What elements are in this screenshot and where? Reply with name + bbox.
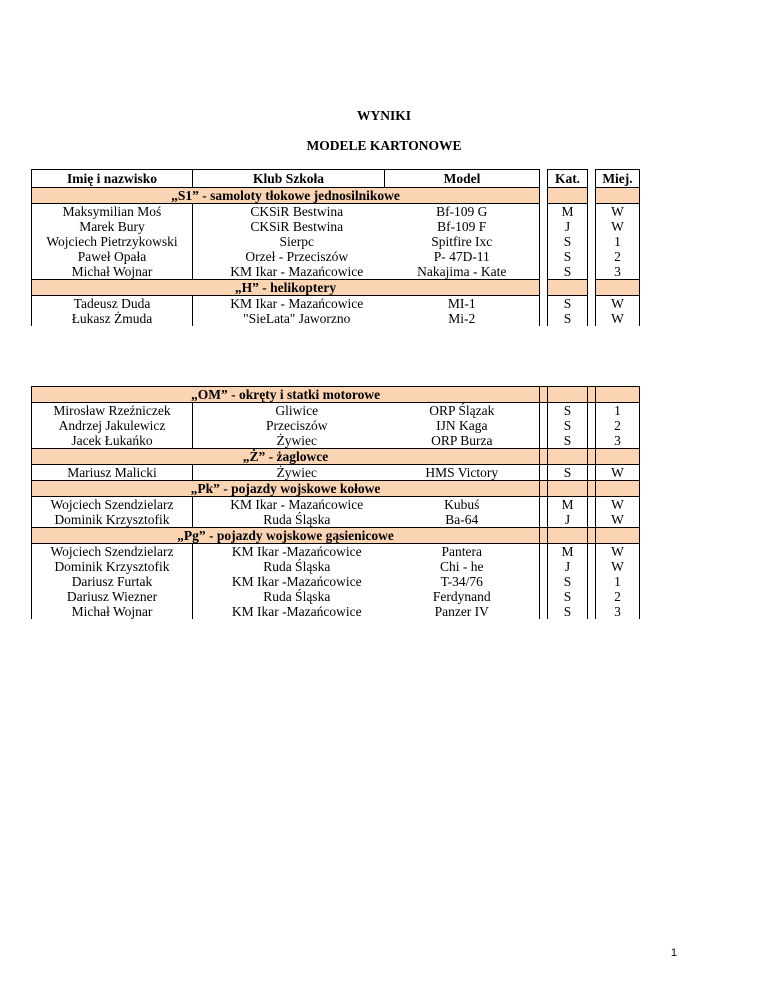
column-gap — [540, 512, 548, 528]
table-header-row — [32, 170, 640, 188]
category-code: S — [548, 433, 588, 449]
club-name: KM Ikar -Mazańcowice — [231, 544, 362, 559]
place: 3 — [596, 433, 640, 449]
category-fill — [588, 449, 596, 465]
category-fill — [540, 449, 548, 465]
category-label: „OM” - okręty i statki motorowe — [32, 387, 540, 403]
category-code: S — [548, 296, 588, 312]
model-name: Pantera — [385, 544, 540, 560]
category-fill — [548, 387, 588, 403]
category-code: J — [548, 219, 588, 234]
category-code: S — [548, 311, 588, 326]
club-name: Ruda Śląska — [263, 559, 331, 574]
participant-name: Dominik Krzysztofik — [32, 559, 193, 574]
table-row — [32, 264, 640, 280]
category-fill — [548, 481, 588, 497]
model-name: ORP Ślązak — [385, 403, 540, 419]
column-gap — [540, 170, 548, 327]
model-name: Kubuś — [385, 497, 540, 513]
club-name: Orzeł - Przeciszów — [245, 249, 349, 264]
club-name: CKSiR Bestwina — [250, 204, 344, 219]
place: 2 — [596, 418, 640, 433]
column-gap — [540, 497, 548, 513]
category-code: S — [548, 403, 588, 419]
category-code: S — [548, 604, 588, 619]
club-name: KM Ikar -Mazańcowice — [231, 574, 362, 589]
category-code: M — [548, 497, 588, 513]
place: W — [596, 311, 640, 326]
place: W — [596, 465, 640, 481]
category-code: S — [548, 465, 588, 481]
category-label: „Ż” - żaglowce — [32, 449, 540, 465]
column-gap — [588, 512, 596, 528]
club-name: Ruda Śląska — [263, 589, 331, 604]
column-gap — [540, 418, 548, 433]
category-fill — [548, 528, 588, 544]
club-name: Żywiec — [276, 465, 317, 480]
participant-name: Dominik Krzysztofik — [32, 512, 193, 528]
column-gap — [540, 465, 548, 481]
club-name: KM Ikar -Mazańcowice — [231, 604, 362, 619]
category-code: S — [548, 264, 588, 280]
participant-name: Wojciech Szendzielarz — [32, 544, 193, 560]
model-name: Spitfire Ixc — [385, 234, 540, 249]
participant-name: Maksymilian Moś — [32, 204, 193, 220]
model-name: Chi - he — [385, 559, 540, 574]
column-gap — [540, 574, 548, 589]
column-gap — [588, 497, 596, 513]
participant-name: Andrzej Jakulewicz — [32, 418, 193, 433]
participant-name: Tadeusz Duda — [32, 296, 193, 312]
column-gap — [588, 433, 596, 449]
table-row — [32, 512, 640, 528]
category-label: „S1” - samoloty tłokowe jednosilnikowe — [32, 188, 540, 204]
table-row — [32, 604, 640, 619]
place: W — [596, 296, 640, 312]
category-code: J — [548, 512, 588, 528]
place: 3 — [596, 264, 640, 280]
column-gap — [540, 589, 548, 604]
category-code: S — [548, 234, 588, 249]
participant-name: Jacek Łukańko — [32, 433, 193, 449]
table-row — [32, 574, 640, 589]
table-row — [32, 433, 640, 449]
category-fill — [540, 528, 548, 544]
participant-name: Paweł Opała — [32, 249, 193, 264]
column-gap — [588, 403, 596, 419]
place: W — [596, 497, 640, 513]
category-row — [32, 528, 640, 544]
participant-name: Michał Wojnar — [32, 264, 193, 280]
participant-name: Michał Wojnar — [32, 604, 193, 619]
club-name: Gliwice — [275, 403, 319, 418]
model-name: Ferdynand — [385, 589, 540, 604]
place: 1 — [596, 403, 640, 419]
column-gap — [588, 604, 596, 619]
category-label: „Pg” - pojazdy wojskowe gąsienicowe — [32, 528, 540, 544]
table-row — [32, 465, 640, 481]
header-kat: Kat. — [548, 170, 588, 188]
table-row — [32, 249, 640, 264]
category-code: M — [548, 204, 588, 220]
header-club: Klub Szkoła — [193, 170, 385, 188]
model-name: IJN Kaga — [385, 418, 540, 433]
club-name: CKSiR Bestwina — [250, 219, 344, 234]
category-fill — [596, 387, 640, 403]
table-row — [32, 204, 640, 220]
participant-name: Wojciech Pietrzykowski — [32, 234, 193, 249]
category-code: S — [548, 574, 588, 589]
model-name: P- 47D-11 — [385, 249, 540, 264]
column-gap — [588, 170, 596, 327]
model-name: T-34/76 — [385, 574, 540, 589]
category-fill — [588, 528, 596, 544]
model-name: MI-1 — [385, 296, 540, 312]
club-name: Sierpc — [279, 234, 314, 249]
table-row — [32, 589, 640, 604]
results-table-2 — [31, 386, 640, 619]
category-fill — [596, 188, 640, 204]
category-fill — [596, 481, 640, 497]
table-row — [32, 311, 640, 326]
category-label: „Pk” - pojazdy wojskowe kołowe — [32, 481, 540, 497]
club-name: Przeciszów — [266, 418, 328, 433]
place: 1 — [596, 234, 640, 249]
participant-name: Mirosław Rzeźniczek — [32, 403, 193, 419]
column-gap — [540, 403, 548, 419]
club-name: "SieLata" Jaworzno — [243, 311, 351, 326]
table-row — [32, 219, 640, 234]
column-gap — [540, 604, 548, 619]
column-gap — [588, 574, 596, 589]
club-name: Żywiec — [276, 433, 317, 448]
category-code: S — [548, 249, 588, 264]
category-fill — [588, 481, 596, 497]
page-title: WYNIKI — [356, 108, 411, 123]
category-row — [32, 280, 640, 296]
category-row — [32, 449, 640, 465]
category-row — [32, 188, 640, 204]
header-model: Model — [385, 170, 540, 188]
category-row — [32, 481, 640, 497]
category-code: J — [548, 559, 588, 574]
category-fill — [548, 449, 588, 465]
participant-name: Dariusz Furtak — [32, 574, 193, 589]
place: 2 — [596, 589, 640, 604]
club-name: Ruda Śląska — [263, 512, 331, 527]
table-row — [32, 544, 640, 560]
column-gap — [540, 559, 548, 574]
category-fill — [540, 481, 548, 497]
category-code: M — [548, 544, 588, 560]
header-name: Imię i nazwisko — [32, 170, 193, 188]
model-name: ORP Burza — [385, 433, 540, 449]
model-name: Nakajima - Kate — [385, 264, 540, 280]
column-gap — [588, 544, 596, 560]
category-fill — [596, 280, 640, 296]
category-row — [32, 387, 640, 403]
participant-name: Łukasz Żmuda — [32, 311, 193, 326]
model-name: Mi-2 — [385, 311, 540, 326]
participant-name: Dariusz Wiezner — [32, 589, 193, 604]
place: 1 — [596, 574, 640, 589]
results-table-1 — [31, 169, 640, 326]
column-gap — [588, 589, 596, 604]
column-gap — [588, 465, 596, 481]
page-number: 1 — [670, 947, 677, 959]
table-row — [32, 296, 640, 312]
table-row — [32, 418, 640, 433]
column-gap — [588, 418, 596, 433]
category-fill — [548, 188, 588, 204]
place: W — [596, 204, 640, 220]
place: W — [596, 512, 640, 528]
category-fill — [548, 280, 588, 296]
category-code: S — [548, 418, 588, 433]
header-miej: Miej. — [596, 170, 640, 188]
category-fill — [540, 387, 548, 403]
participant-name: Wojciech Szendzielarz — [32, 497, 193, 513]
category-label: „H” - helikoptery — [32, 280, 540, 296]
club-name: KM Ikar - Mazańcowice — [230, 497, 364, 512]
column-gap — [540, 433, 548, 449]
participant-name: Marek Bury — [32, 219, 193, 234]
place: 3 — [596, 604, 640, 619]
model-name: Ba-64 — [385, 512, 540, 528]
page-subtitle: MODELE KARTONOWE — [306, 138, 462, 153]
category-fill — [596, 449, 640, 465]
club-name: KM Ikar - Mazańcowice — [230, 264, 364, 279]
place: W — [596, 544, 640, 560]
column-gap — [588, 559, 596, 574]
category-fill — [596, 528, 640, 544]
model-name: Panzer IV — [385, 604, 540, 619]
table-row — [32, 234, 640, 249]
table-row — [32, 403, 640, 419]
category-fill — [588, 387, 596, 403]
participant-name: Mariusz Malicki — [32, 465, 193, 481]
category-code: S — [548, 589, 588, 604]
table-row — [32, 497, 640, 513]
place: 2 — [596, 249, 640, 264]
column-gap — [540, 544, 548, 560]
model-name: Bf-109 G — [385, 204, 540, 220]
table-row — [32, 559, 640, 574]
club-name: KM Ikar - Mazańcowice — [230, 296, 364, 311]
model-name: HMS Victory — [385, 465, 540, 481]
model-name: Bf-109 F — [385, 219, 540, 234]
place: W — [596, 559, 640, 574]
place: W — [596, 219, 640, 234]
